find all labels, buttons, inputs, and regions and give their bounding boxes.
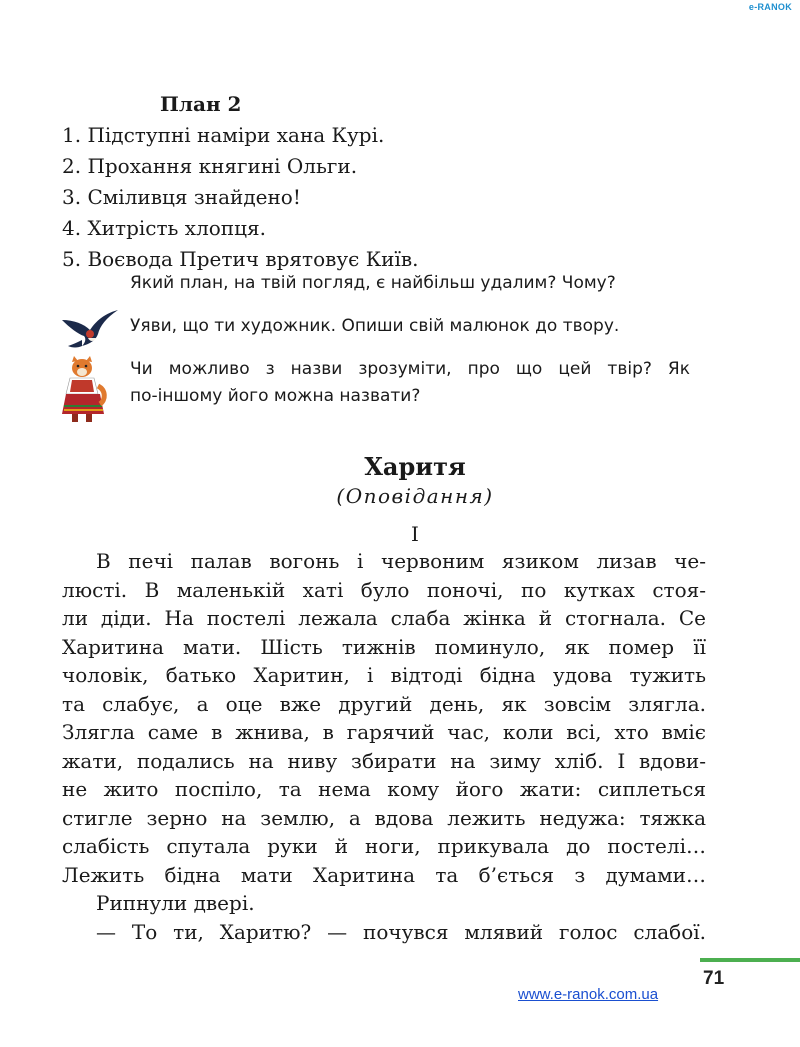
fox-character-icon xyxy=(58,356,108,424)
plan-item: 3. Сміливця знайдено! xyxy=(62,185,301,209)
footer-accent-line xyxy=(700,958,800,962)
story-line: слабість спутала руки й ноги, прикувала до постелі… xyxy=(62,834,706,858)
story-line: — То ти, Харитю? — почувся млявий голос слабої. xyxy=(96,919,706,944)
story-line: стигле зерно на землю, а вдова лежить недужа: тяжка xyxy=(62,805,706,830)
swallow-icon xyxy=(60,306,122,350)
plan-title: План 2 xyxy=(160,92,242,116)
story-subtitle: (Оповідання) xyxy=(336,484,494,508)
publisher-logo: e-RANOK xyxy=(748,2,792,12)
plan-item: 1. Підступні наміри хана Курі. xyxy=(62,123,385,147)
story-line: Рипнули двері. xyxy=(96,891,255,915)
plan-item: 2. Прохання княгині Ольги. xyxy=(62,154,358,178)
story-title: Харитя xyxy=(364,452,466,481)
page-number: 71 xyxy=(703,968,725,989)
task-question-3-line-2: по-іншому його можна назвати? xyxy=(130,386,421,406)
story-line: люсті. В маленькій хаті було поночі, по кутках стоя- xyxy=(62,577,706,602)
task-question-1: Який план, на твій погляд, є найбільш удалим? Чому? xyxy=(130,273,616,293)
story-line: Харитина мати. Шість тижнів поминуло, як помер її xyxy=(62,634,706,659)
story-line: не жито поспіло, та нема кому його жати: сиплеться xyxy=(62,777,706,801)
task-question-2: Уяви, що ти художник. Опиши свій малюнок до твору. xyxy=(130,316,620,336)
website-link[interactable]: www.e-ranok.com.ua xyxy=(518,986,659,1003)
story-body xyxy=(62,547,706,946)
story-line: жати, подались на ниву збирати на зиму хліб. І вдови- xyxy=(62,748,706,773)
story-line: чоловік, батько Харитин, і відтоді бідна удова тужить xyxy=(62,663,706,687)
story-line: ли діди. На постелі лежала слаба жінка й стогнала. Се xyxy=(62,606,706,630)
story-line: Злягла саме в жнива, в гарячий час, коли всі, хто вміє xyxy=(62,720,706,744)
task-question-3-line-1: Чи можливо з назви зрозуміти, про що цей твір? Як xyxy=(130,359,690,379)
task-question-3 xyxy=(130,356,690,410)
plan-item: 5. Воєвода Претич врятовує Київ. xyxy=(62,247,419,271)
story-line: та слабує, а оце вже другий день, як зовсім злягла. xyxy=(62,691,706,716)
plan-item: 4. Хитрість хлопця. xyxy=(62,216,266,240)
story-line: В печі палав вогонь і червоним язиком лизав че- xyxy=(96,549,706,573)
chapter-number: І xyxy=(411,522,419,546)
story-line: Лежить бідна мати Харитина та б’ється з думами… xyxy=(62,862,706,887)
plan-list xyxy=(62,120,419,275)
